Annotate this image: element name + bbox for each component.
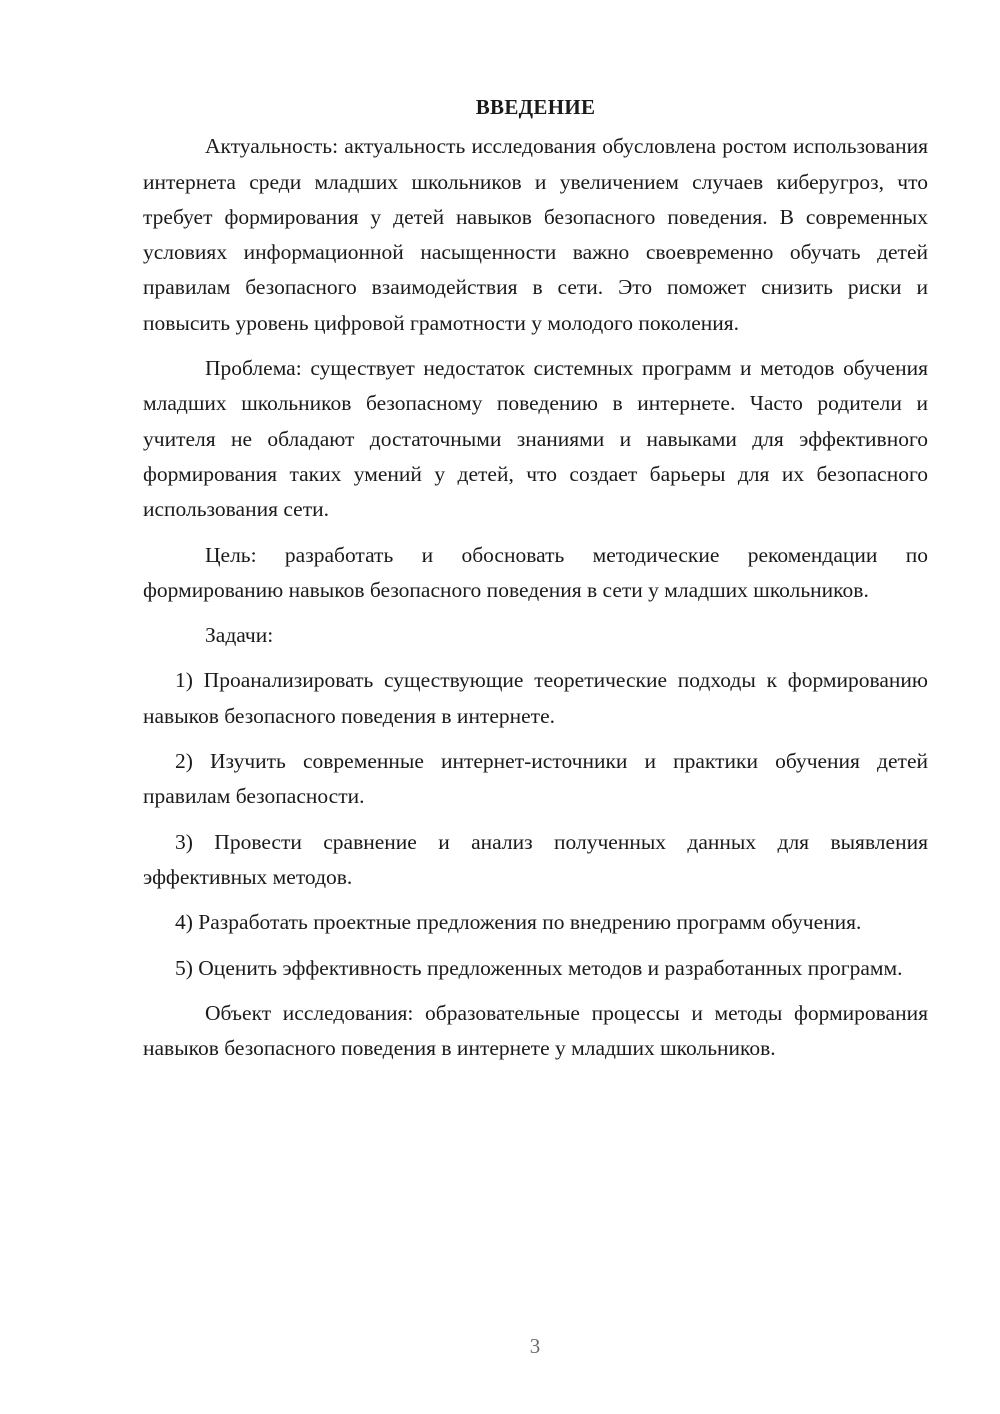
task-item: 1) Проанализировать существующие теоретические подходы к формированию навыков безопасного поведения в интернете. <box>143 668 928 728</box>
task-item: 5) Оценить эффективность предложенных методов и разработанных программ. <box>175 955 903 980</box>
paragraph-relevance: Актуальность: актуальность исследования обусловлена ростом использования интернета среди младших школьников и увеличением случаев киберугроз, что требует формирования у детей навыков безопасного поведения. В современных условиях информационной насыщенности важно своевременно обучать детей правилам безопасного взаимодействия в сети. Это поможет снизить риски и повысить уровень цифровой грамотности у молодого поколения. <box>143 134 928 335</box>
tasks-heading: Задачи: <box>205 623 274 648</box>
page-title: ВВЕДЕНИЕ <box>475 95 596 119</box>
task-item: 3) Провести сравнение и анализ полученных данных для выявления эффективных методов. <box>143 829 928 889</box>
page-number: 3 <box>529 1334 541 1358</box>
paragraph-problem: Проблема: существует недостаток системных программ и методов обучения младших школьников безопасному поведению в интернете. Часто родители и учителя не обладают достаточными знаниями и навыками для эффективного формирования таких умений у детей, что создает барьеры для их безопасного использования сети. <box>143 356 928 522</box>
paragraph-goal: Цель: разработать и обосновать методические рекомендации по формированию навыков безопасного поведения в сети у младших школьников. <box>143 542 928 602</box>
paragraph-research-object: Объект исследования: образовательные процессы и методы формирования навыков безопасного поведения в интернете у младших школьников. <box>143 1000 928 1061</box>
task-item: 2) Изучить современные интернет-источники и практики обучения детей правилам безопасности. <box>143 749 928 809</box>
task-item: 4) Разработать проектные предложения по внедрению программ обучения. <box>175 910 862 935</box>
task-list <box>143 663 928 985</box>
page-content <box>143 90 928 1076</box>
